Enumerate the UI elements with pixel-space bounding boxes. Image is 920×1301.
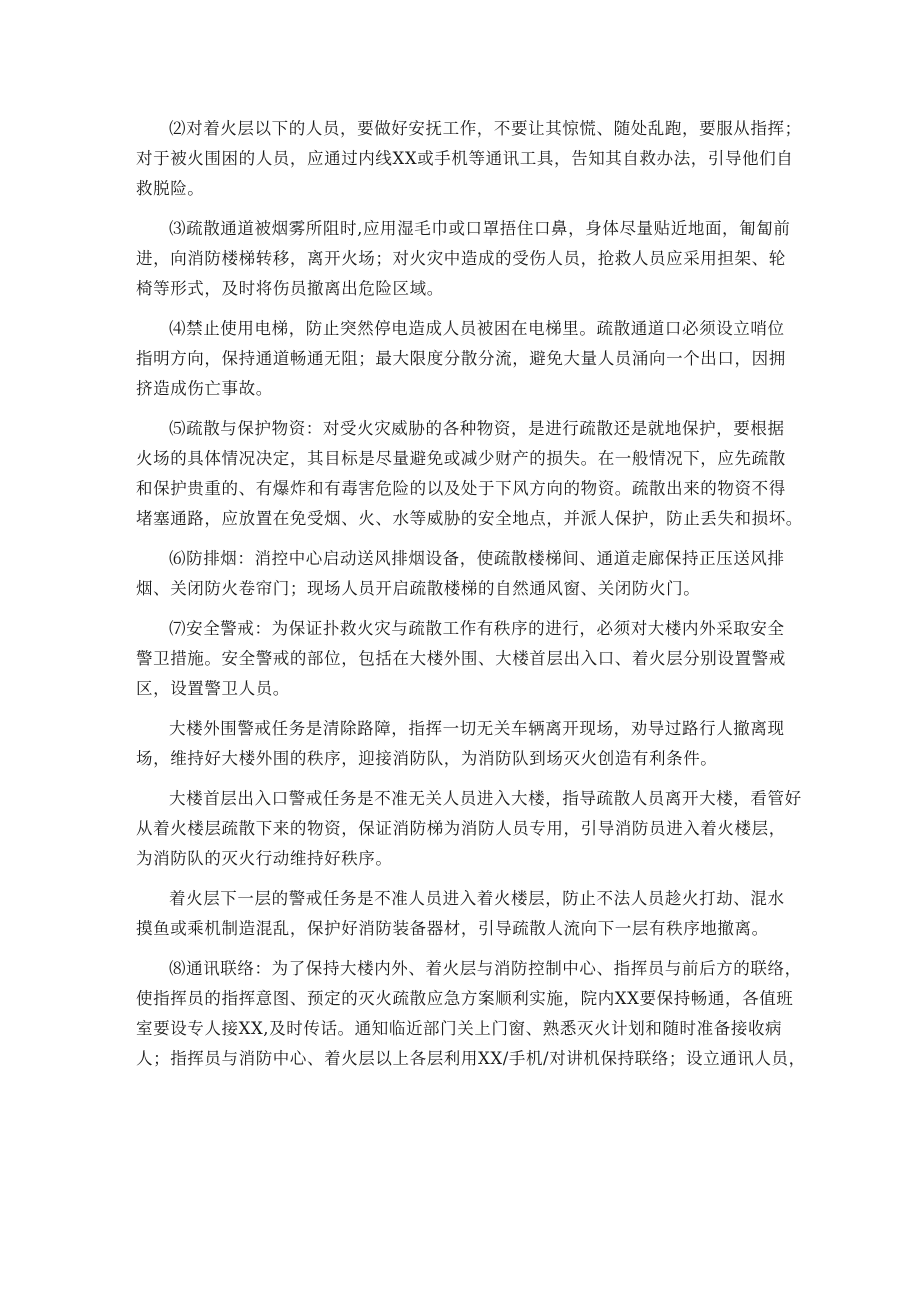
text-line: 人；指挥员与消防中心、着火层以上各层利用XX/手机/对讲机保持联络；设立通讯人员， [136, 1049, 806, 1068]
text-line: ⑵对着火层以下的人员，要做好安抚工作，不要让其惊慌、随处乱跑，要服从指挥； [169, 119, 802, 138]
text-line: 使指挥员的指挥意图、预定的灭火疏散应急方案顺利实施，院内XX要保持畅通，各值班 [136, 989, 794, 1008]
text-line: 区，设置警卫人员。 [136, 679, 290, 698]
paragraph-outer-perimeter [136, 714, 796, 774]
text-line: 进，向消防楼梯转移，离开火场；对火灾中造成的受伤人员，抢救人员应采用担架、轮 [136, 249, 786, 268]
text-line: 摸鱼或乘机制造混乱，保护好消防装备器材，引导疏散人流向下一层有秩序地撤离。 [136, 919, 769, 938]
paragraph-floor-below-fire [136, 884, 796, 944]
text-line: 火场的具体情况决定，其目标是尽量避免或减少财产的损失。在一般情况下，应先疏散 [136, 449, 786, 468]
text-line: 大楼外围警戒任务是清除路障，指挥一切无关车辆离开现场，劝导过路行人撤离现 [169, 719, 785, 738]
text-line: 警卫措施。安全警戒的部位，包括在大楼外围、大楼首层出入口、着火层分别设置警戒 [136, 649, 786, 668]
text-line: 室要设专人接XX,及时传话。通知临近部门关上门窗、熟悉灭火计划和随时准备接收病 [136, 1019, 783, 1038]
document-page [136, 114, 806, 1084]
text-line: 救脱险。 [136, 179, 205, 198]
paragraph-3-smoke-blocked-exits [136, 214, 796, 304]
text-line: ⑷禁止使用电梯，防止突然停电造成人员被困在电梯里。疏散通道口必须设立哨位 [169, 319, 785, 338]
text-line: 指明方向，保持通道畅通无阻；最大限度分散分流，避免大量人员涌向一个出口，因拥 [136, 349, 786, 368]
paragraph-4-no-elevators [136, 314, 796, 404]
text-line: 着火层下一层的警戒任务是不准人员进入着火楼层，防止不法人员趁火打劫、混水 [169, 889, 785, 908]
text-line: ⑺安全警戒：为保证扑救火灾与疏散工作有秩序的进行，必须对大楼内外采取安全 [169, 619, 785, 638]
paragraph-7-security-cordon [136, 614, 796, 704]
text-line: 大楼首层出入口警戒任务是不准无关人员进入大楼，指导疏散人员离开大楼，看管好 [169, 789, 802, 808]
paragraph-2-evacuate-lower-floors [136, 114, 802, 204]
text-line: 椅等形式，及时将伤员撤离出危险区域。 [136, 279, 444, 298]
text-line: ⑸疏散与保护物资：对受火灾威胁的各种物资，是进行疏散还是就地保护，要根据 [169, 419, 785, 438]
text-line: 堵塞通路，应放置在免受烟、火、水等威胁的安全地点，并派人保护，防止丢失和损坏。 [136, 509, 803, 528]
text-line: 对于被火围困的人员，应通过内线XX或手机等通讯工具，告知其自救办法，引导他们自 [136, 149, 794, 168]
text-line: 场，维持好大楼外围的秩序，迎接消防队，为消防队到场灭火创造有利条件。 [136, 749, 718, 768]
text-line: 烟、关闭防火卷帘门；现场人员开启疏散楼梯的自然通风窗、关闭防火门。 [136, 579, 701, 598]
paragraph-ground-floor-entrance [136, 784, 802, 874]
paragraph-6-smoke-control [136, 544, 796, 604]
text-line: 为消防队的灭火行动维持好秩序。 [136, 849, 393, 868]
text-line: 从着火楼层疏散下来的物资，保证消防梯为消防人员专用，引导消防员进入着火楼层， [136, 819, 786, 838]
text-line: 和保护贵重的、有爆炸和有毒害危险的以及处于下风方向的物资。疏散出来的物资不得 [136, 479, 786, 498]
text-line: ⑻通讯联络：为了保持大楼内外、着火层与消防控制中心、指挥员与前后方的联络， [169, 959, 802, 978]
text-line: ⑶疏散通道被烟雾所阻时,应用湿毛巾或口罩捂住口鼻，身体尽量贴近地面，匍匐前 [169, 219, 791, 238]
paragraph-5-protect-materials [136, 414, 803, 534]
text-line: ⑹防排烟：消控中心启动送风排烟设备，使疏散楼梯间、通道走廊保持正压送风排 [169, 549, 785, 568]
paragraph-8-communications [136, 954, 806, 1074]
text-line: 挤造成伤亡事故。 [136, 379, 273, 398]
